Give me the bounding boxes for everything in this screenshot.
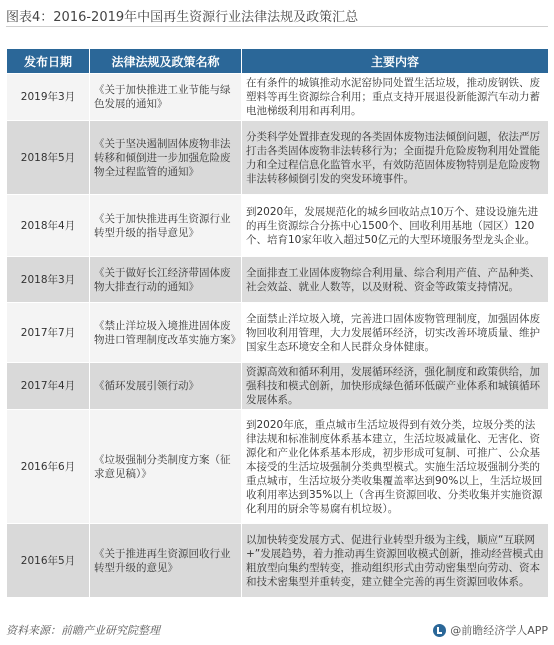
- table-row: [7, 303, 549, 363]
- policy-table: [6, 48, 549, 598]
- table-header-row: [7, 49, 549, 74]
- header-content: 主要内容: [242, 49, 549, 74]
- header-date: 发布日期: [7, 49, 90, 74]
- cell-policy-name: 《垃圾强制分类制度方案（征求意见稿）》: [90, 410, 242, 524]
- qianzhan-logo-icon: [433, 624, 446, 637]
- cell-policy-name: 《关于加快推进工业节能与绿色发展的通知》: [90, 74, 242, 121]
- cell-date: 2016年5月: [7, 524, 90, 598]
- cell-date: 2019年3月: [7, 74, 90, 121]
- footer: [6, 620, 548, 638]
- cell-content: 资源高效和循环利用，发展循环经济，强化制度和政策供给，加强科技和模式创新，加快形成绿色循环低碳产业体系和城镇循环发展体系。: [242, 363, 549, 410]
- cell-content: 以加快转变发展方式、促进行业转型升级为主线，顺应“互联网+”发展趋势，着力推动再生资源回收模式创新，推动经营模式由粗放型向集约型转变，推动组织形式由劳动密集型向劳动、资本和技术密集型并重转变，建立健全完善的再生资源回收体系。: [242, 524, 549, 598]
- cell-policy-name: 《关于做好长江经济带固体废物大排查行动的通知》: [90, 257, 242, 303]
- source-note: 资料来源：前瞻产业研究院整理: [6, 624, 160, 637]
- table-row: [7, 195, 549, 257]
- brand-credit: [433, 622, 548, 638]
- cell-content: 全面排查工业固体废物综合利用量、综合利用产值、产品种类、社会效益、就业人数等，以及财税、资金等政策支持情况。: [242, 257, 549, 303]
- cell-content: 全面禁止洋垃圾入境，完善进口固体废物管理制度，加强固体废物回收利用管理，大力发展循环经济，切实改善环境质量、维护国家生态环境安全和人民群众身体健康。: [242, 303, 549, 363]
- table-row: [7, 363, 549, 410]
- cell-date: 2017年7月: [7, 303, 90, 363]
- cell-date: 2017年4月: [7, 363, 90, 410]
- cell-policy-name: 《关于推进再生资源回收行业转型升级的意见》: [90, 524, 242, 598]
- cell-content: 到2020年，发展规范化的城乡回收站点10万个、建设设施先进的再生资源综合分拣中心1500个、回收利用基地（园区）120个、培育10家年收入超过50亿元的大型环境服务型龙头企业。: [242, 195, 549, 257]
- table-row: [7, 257, 549, 303]
- cell-policy-name: 《关于加快推进再生资源行业转型升级的指导意见》: [90, 195, 242, 257]
- cell-date: 2016年6月: [7, 410, 90, 524]
- brand-text: @前瞻经济学人APP: [450, 624, 548, 637]
- page-title: 图表4：2016-2019年中国再生资源行业法律法规及政策汇总: [6, 10, 359, 25]
- table-row: [7, 524, 549, 598]
- cell-policy-name: 《禁止洋垃圾入境推进固体废物进口管理制度改革实施方案》: [90, 303, 242, 363]
- cell-date: 2018年4月: [7, 195, 90, 257]
- title-divider: [6, 26, 548, 27]
- cell-date: 2018年5月: [7, 121, 90, 195]
- cell-content: 到2020年底，重点城市生活垃圾得到有效分类，垃圾分类的法律法规和标准制度体系基本建立，生活垃圾减量化、无害化、资源化和产业化体系基本形成，初步形成可复制、可推广、公众基本接受的生活垃圾强制分类典型模式。实施生活垃圾强制分类的重点城市，生活垃圾分类收集覆盖率达到90%以上，生活垃圾回收利用率达到35%以上（含再生资源回收、分类收集并实施资源化利用的厨余等易腐有机垃圾）。: [242, 410, 549, 524]
- cell-content: 分类科学处置排查发现的各类固体废物违法倾倒问题，依法严厉打击各类固体废物非法转移行为；全面提升危险废物利用处置能力和全过程信息化监管水平，有效防范固体废物特别是危险废物非法转移倾倒引发的突发环境事件。: [242, 121, 549, 195]
- table-row: [7, 74, 549, 121]
- cell-date: 2018年3月: [7, 257, 90, 303]
- header-policy-name: 法律法规及政策名称: [90, 49, 242, 74]
- cell-policy-name: 《关于坚决遏制固体废物非法转移和倾倒进一步加强危险废物全过程监管的通知》: [90, 121, 242, 195]
- cell-content: 在有条件的城镇推动水泥窑协同处置生活垃圾，推动废钢铁、废塑料等再生资源综合利用；重点支持开展退役新能源汽车动力蓄电池梯级利用和再利用。: [242, 74, 549, 121]
- cell-policy-name: 《循环发展引领行动》: [90, 363, 242, 410]
- table-row: [7, 410, 549, 524]
- table-row: [7, 121, 549, 195]
